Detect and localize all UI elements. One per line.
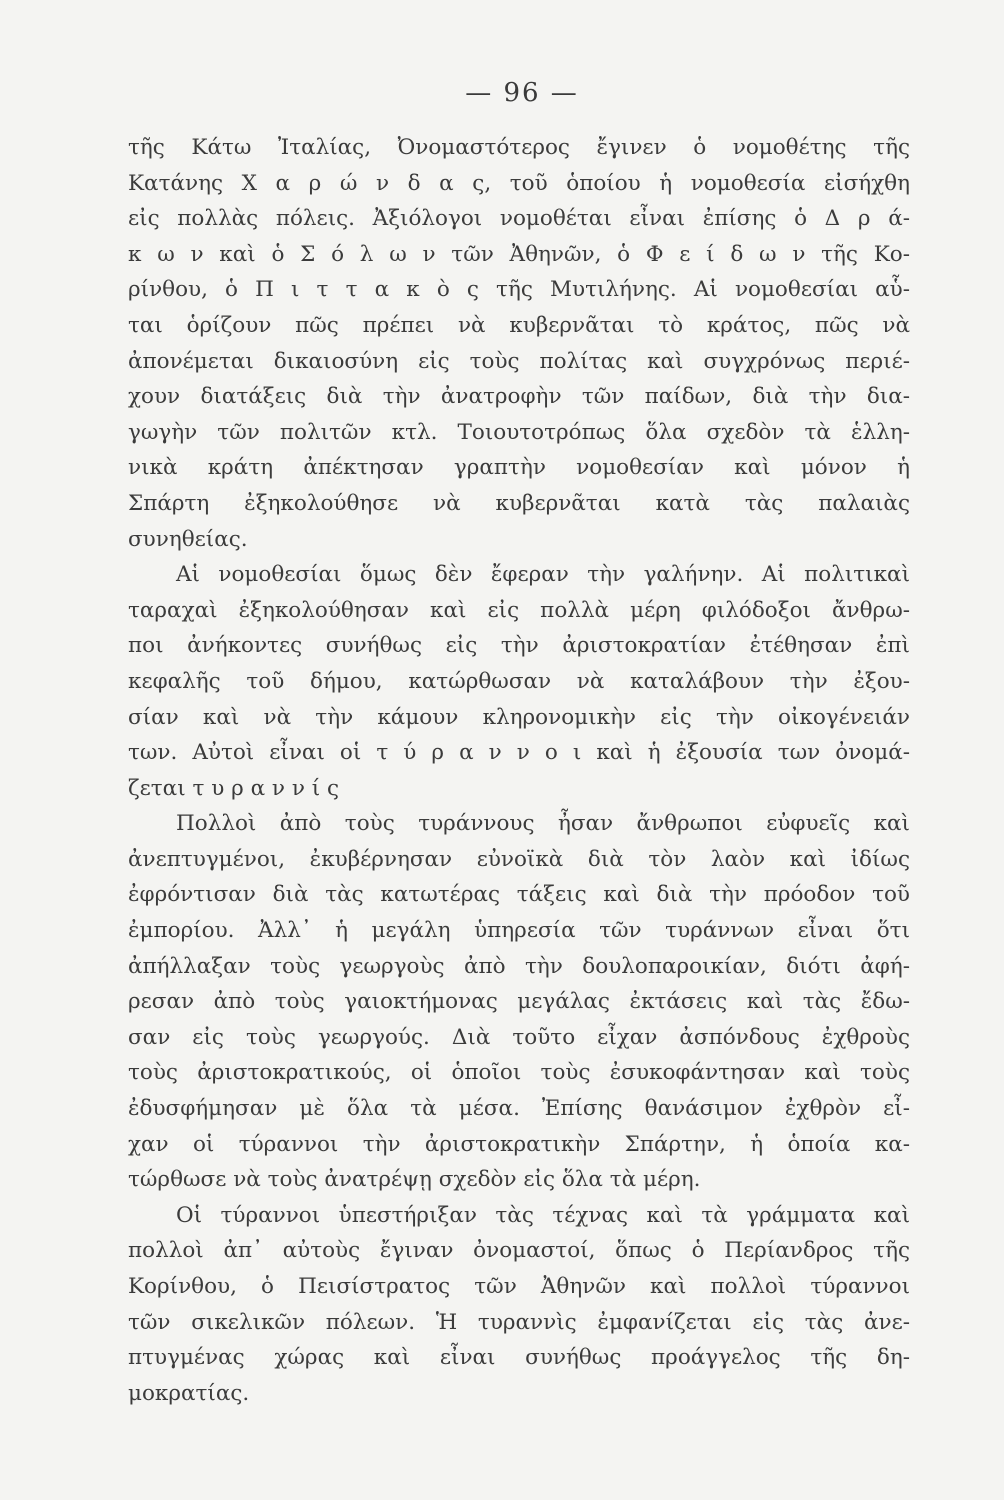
text-line: των. Αὐτοὶ εἶναι οἱ τ ύ ρ α ν ν ο ι καὶ ἡ ἐξουσία των ὀνομά- — [128, 740, 910, 766]
text-line: τοὺς ἀριστοκρατικούς, οἱ ὁποῖοι τοὺς ἐσυκοφάντησαν καὶ τοὺς — [128, 1060, 910, 1086]
text-line: γωγὴν τῶν πολιτῶν κτλ. Τοιουτοτρόπως ὅλα σχεδὸν τὰ ἑλλη- — [128, 419, 910, 445]
text-line: σίαν καὶ νὰ τὴν κάμουν κληρονομικὴν εἰς τὴν οἰκογένειάν — [128, 704, 910, 730]
text-line: πολλοὶ ἀπ᾽ αὐτοὺς ἔγιναν ὀνομαστοί, ὅπως ὁ Περίανδρος τῆς — [128, 1238, 910, 1264]
text-line: νικὰ κράτη ἀπέκτησαν γραπτὴν νομοθεσίαν καὶ μόνον ἡ — [128, 455, 910, 481]
text-line: Πολλοὶ ἀπὸ τοὺς τυράννους ἦσαν ἄνθρωποι εὐφυεῖς καὶ — [176, 811, 910, 837]
text-line: τῶν σικελικῶν πόλεων. Ἡ τυραννὶς ἐμφανίζεται εἰς τὰς ἀνε- — [128, 1309, 910, 1335]
text-line: ἀνεπτυγμένοι, ἐκυβέρνησαν εὐνοϊκὰ διὰ τὸν λαὸν καὶ ἰδίως — [128, 846, 910, 872]
text-line: ἐμπορίου. Ἀλλ᾽ ἡ μεγάλη ὑπηρεσία τῶν τυράννων εἶναι ὅτι — [128, 918, 910, 944]
text-line: Σπάρτη ἐξηκολούθησε νὰ κυβερνᾶται κατὰ τὰς παλαιὰς — [128, 490, 910, 516]
text-line: ποι ἀνήκοντες συνήθως εἰς τὴν ἀριστοκρατίαν ἐτέθησαν ἐπὶ — [128, 633, 910, 659]
text-line: ρεσαν ἀπὸ τοὺς γαιοκτήμονας μεγάλας ἐκτάσεις καὶ τὰς ἔδω- — [128, 989, 910, 1015]
text-line: χαν οἱ τύραννοι τὴν ἀριστοκρατικὴν Σπάρτην, ἡ ὁποία κα- — [128, 1131, 910, 1157]
text-line: πτυγμένας χώρας καὶ εἶναι συνήθως προάγγελος τῆς δη- — [128, 1345, 910, 1371]
text-line: τῆς Κάτω Ἰταλίας, Ὀνομαστότερος ἔγινεν ὁ νομοθέτης τῆς — [128, 135, 910, 160]
text-line: εἰς πολλὰς πόλεις. Ἀξιόλογοι νομοθέται εἶναι ἐπίσης ὁ Δ ρ ά- — [128, 206, 910, 232]
paragraph — [128, 557, 910, 806]
text-line: σαν εἰς τοὺς γεωργούς. Διὰ τοῦτο εἶχαν ἀσπόνδους ἐχθροὺς — [128, 1024, 910, 1050]
paragraph — [128, 1198, 910, 1412]
paragraph — [128, 806, 910, 1198]
text-line: ἐφρόντισαν διὰ τὰς κατωτέρας τάξεις καὶ διὰ τὴν πρόοδον τοῦ — [128, 882, 910, 908]
text-line: ρίνθου, ὁ Π ι τ τ α κ ὸ ς τῆς Μυτιλήνης. Αἱ νομοθεσίαι αὗ- — [128, 277, 910, 303]
text-line: τώρθωσε νὰ τοὺς ἀνατρέψῃ σχεδὸν εἰς ὅλα τὰ μέρη. — [128, 1167, 701, 1193]
text-line: ἐδυσφήμησαν μὲ ὅλα τὰ μέσα. Ἐπίσης θανάσιμον ἐχθρὸν εἶ- — [128, 1096, 910, 1122]
text-line: κ ω ν καὶ ὁ Σ ό λ ω ν τῶν Ἀθηνῶν, ὁ Φ ε ί δ ω ν τῆς Κο- — [128, 241, 910, 267]
text-line: ἀπήλλαξαν τοὺς γεωργοὺς ἀπὸ τὴν δουλοπαροικίαν, διότι ἀφή- — [128, 953, 910, 979]
text-line: ται ὁρίζουν πῶς πρέπει νὰ κυβερνᾶται τὸ κράτος, πῶς νὰ — [128, 312, 910, 338]
body-text — [128, 130, 910, 1411]
text-line: μοκρατίας. — [128, 1380, 250, 1406]
page-number: — 96 — — [465, 78, 579, 108]
text-line: Κορίνθου, ὁ Πεισίστρατος τῶν Ἀθηνῶν καὶ πολλοὶ τύραννοι — [128, 1274, 910, 1299]
text-line: ζεται τ υ ρ α ν ν ί ς — [128, 775, 340, 801]
text-line: Κατάνης Χ α ρ ώ ν δ α ς, τοῦ ὁποίου ἡ νομοθεσία εἰσήχθη — [128, 170, 910, 196]
text-line: συνηθείας. — [128, 526, 248, 552]
text-line: ἀπονέμεται δικαιοσύνη εἰς τοὺς πολίτας καὶ συγχρόνως περιέ- — [128, 348, 910, 374]
text-line: Οἱ τύραννοι ὑπεστήριξαν τὰς τέχνας καὶ τὰ γράμματα καὶ — [176, 1202, 910, 1228]
text-line: Αἱ νομοθεσίαι ὅμως δὲν ἔφεραν τὴν γαλήνην. Αἱ πολιτικαὶ — [176, 562, 910, 588]
text-line: χουν διατάξεις διὰ τὴν ἀνατροφὴν τῶν παίδων, διὰ τὴν δια- — [128, 384, 910, 410]
text-line: κεφαλῆς τοῦ δήμου, κατώρθωσαν νὰ καταλάβουν τὴν ἐξου- — [128, 668, 910, 694]
paragraph — [128, 130, 910, 557]
text-line: ταραχαὶ ἐξηκολούθησαν καὶ εἰς πολλὰ μέρη φιλόδοξοι ἄνθρω- — [128, 597, 910, 623]
